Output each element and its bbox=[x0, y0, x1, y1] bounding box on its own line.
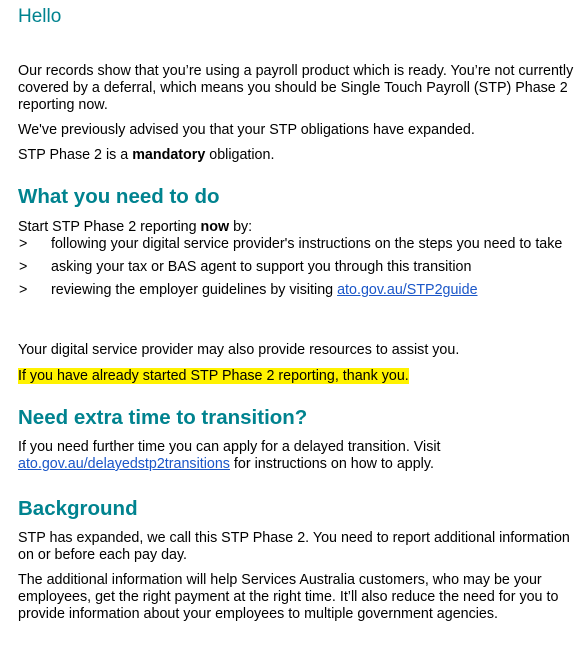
greeting-heading: Hello bbox=[18, 6, 62, 27]
obligations-paragraph: We've previously advised you that your STP obligations have expanded. bbox=[18, 122, 475, 138]
mandatory-paragraph bbox=[18, 147, 578, 164]
todo-lead-end: by: bbox=[229, 219, 253, 235]
bullet-marker: > bbox=[19, 282, 28, 298]
todo-lead bbox=[18, 219, 578, 236]
background-paragraph-2: The additional information will help Services Australia customers, who may be your employees, get the right payment at the right time. It’ll also reduce the need for you to provide information about your employees to multiple government agencies. bbox=[18, 572, 559, 622]
todo-item bbox=[18, 236, 578, 253]
stp2-guide-link[interactable]: ato.gov.au/STP2guide bbox=[337, 282, 478, 298]
bullet-marker: > bbox=[19, 236, 28, 252]
todo-item-text: reviewing the employer guidelines by visiting bbox=[51, 282, 338, 298]
what-you-need-heading: What you need to do bbox=[18, 185, 220, 208]
todo-item-text: following your digital service provider's instructions on the steps you need to take bbox=[51, 236, 563, 252]
extra-time-text-start: If you need further time you can apply for a delayed transition. Visit bbox=[18, 439, 441, 455]
thank-you-paragraph bbox=[18, 368, 578, 385]
todo-lead-emphasis: now bbox=[200, 219, 230, 235]
extra-time-heading: Need extra time to transition? bbox=[18, 406, 308, 429]
resources-paragraph: Your digital service provider may also provide resources to assist you. bbox=[18, 342, 460, 358]
todo-item-text: asking your tax or BAS agent to support you through this transition bbox=[51, 259, 472, 275]
intro-paragraph: Our records show that you’re using a payroll product which is ready. You’re not currently covered by a deferral, which means you should be Single Touch Payroll (STP) Phase 2 reporting now. bbox=[18, 63, 574, 113]
bullet-marker: > bbox=[19, 259, 28, 275]
mandatory-text-start: STP Phase 2 is a bbox=[18, 147, 133, 163]
background-heading: Background bbox=[18, 497, 138, 520]
delayed-transition-link[interactable]: ato.gov.au/delayedstp2transitions bbox=[18, 456, 230, 472]
highlighted-thank-you: If you have already started STP Phase 2 reporting, thank you. bbox=[18, 368, 409, 384]
background-paragraph-1: STP has expanded, we call this STP Phase 2. You need to report additional information on or before each pay day. bbox=[18, 530, 570, 563]
mandatory-emphasis: mandatory bbox=[132, 147, 206, 163]
todo-list bbox=[18, 236, 578, 299]
extra-time-paragraph bbox=[18, 439, 578, 473]
extra-time-text-end: for instructions on how to apply. bbox=[229, 456, 434, 472]
mandatory-text-end: obligation. bbox=[205, 147, 275, 163]
todo-item bbox=[18, 259, 578, 276]
todo-item bbox=[18, 282, 578, 299]
todo-lead-start: Start STP Phase 2 reporting bbox=[18, 219, 201, 235]
